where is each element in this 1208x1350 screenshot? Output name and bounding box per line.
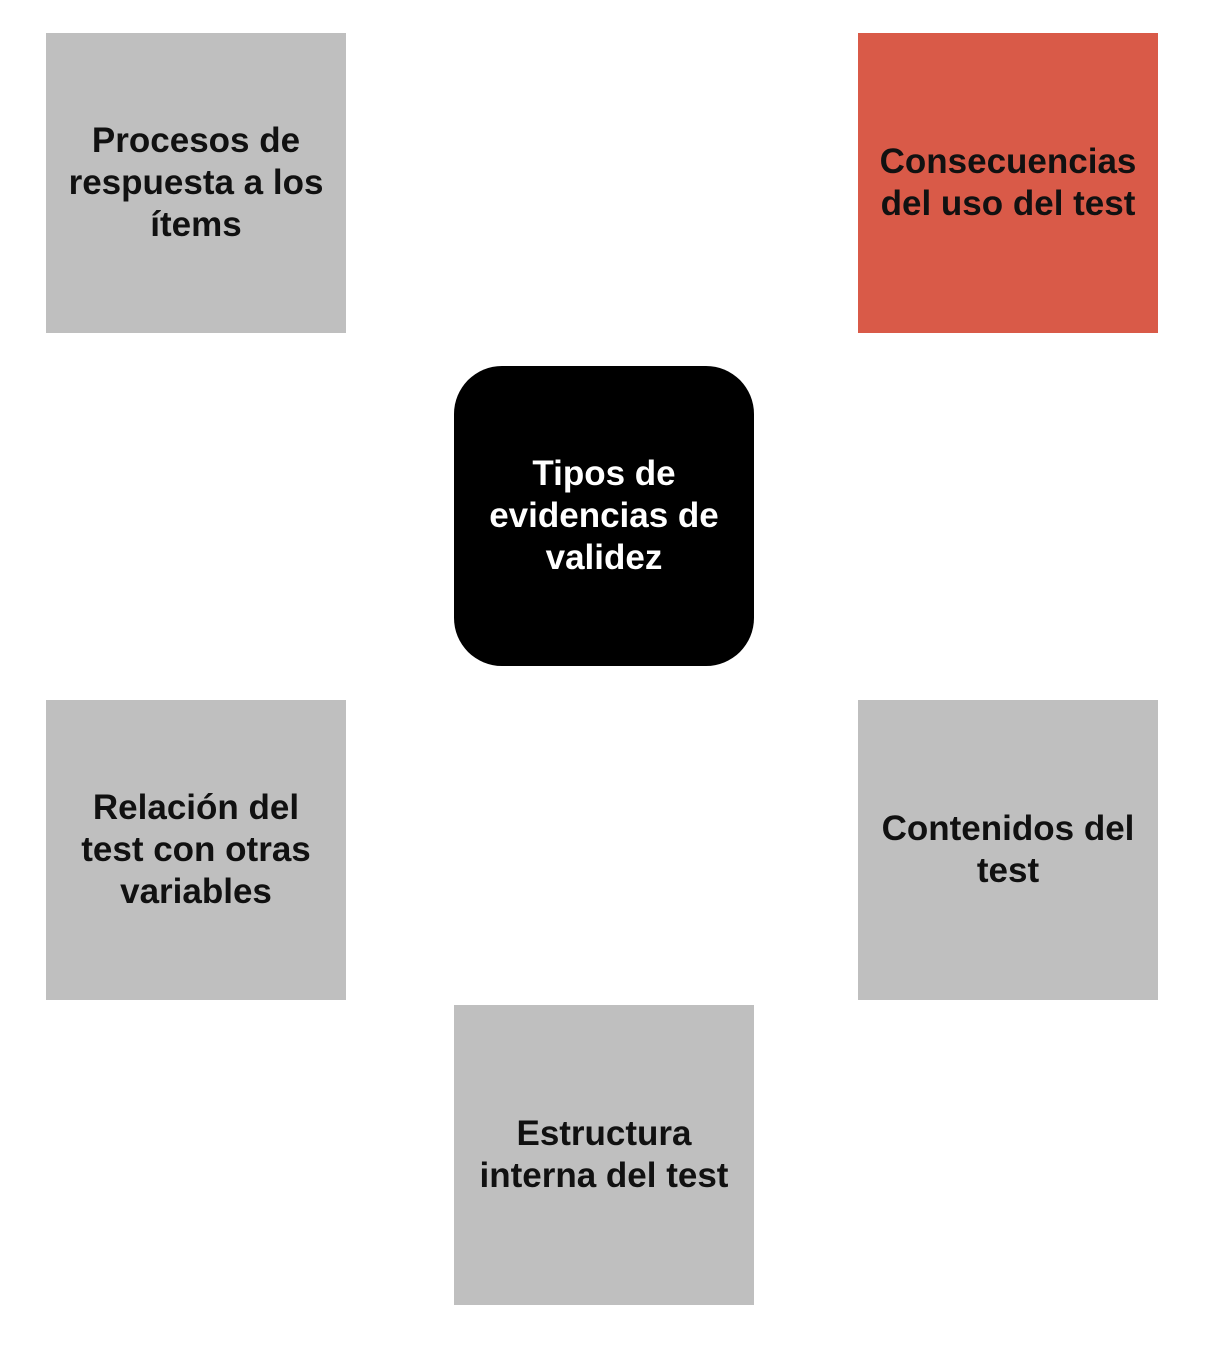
node-relacion-variables xyxy=(46,700,346,1000)
central-node xyxy=(454,366,754,666)
node-label: Consecuencias del uso del test xyxy=(879,142,1137,223)
node-label: Contenidos del test xyxy=(881,809,1135,890)
node-label: Relación del test con otras variables xyxy=(81,788,311,911)
central-node-label: Tipos de evidencias de validez xyxy=(489,454,719,577)
node-estructura-interna xyxy=(454,1005,754,1305)
node-label: Procesos de respuesta a los ítems xyxy=(68,121,324,244)
node-label: Estructura interna del test xyxy=(479,1114,729,1195)
node-procesos-respuesta xyxy=(46,33,346,333)
node-contenidos-test xyxy=(858,700,1158,1000)
node-consecuencias-uso xyxy=(858,33,1158,333)
